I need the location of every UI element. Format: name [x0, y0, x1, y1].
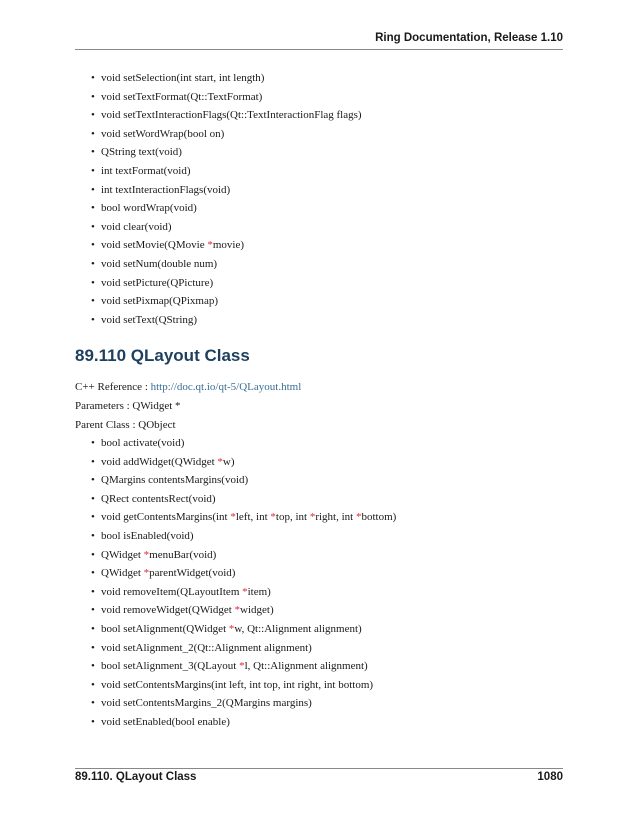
- list-item-text: void setTextFormat(Qt::TextFormat): [101, 90, 263, 103]
- bullet-icon: •: [91, 678, 95, 691]
- pointer-star: *: [270, 511, 276, 524]
- bullet-icon: •: [91, 660, 95, 673]
- parent-class-line: Parent Class : QObject: [75, 418, 176, 431]
- bullet-icon: •: [91, 530, 95, 543]
- list-item-text: void setNum(double num): [101, 257, 218, 270]
- list-item-text: void clear(void): [101, 220, 172, 233]
- bullet-icon: •: [91, 641, 95, 654]
- page-footer: [75, 771, 563, 783]
- list-item-text: QString text(void): [101, 146, 182, 159]
- section-heading: 89.110 QLayout Class: [75, 346, 250, 366]
- cpp-reference-label: C++ Reference :: [75, 381, 151, 394]
- list-item-text: void removeItem(QLayoutItem: [101, 585, 243, 598]
- list-item-text: QWidget: [101, 567, 144, 580]
- list-item: [75, 455, 565, 474]
- list-item-text: bool setAlignment(QWidget: [101, 623, 229, 636]
- list-item-text: void setAlignment_2(Qt::Alignment alignment): [101, 641, 312, 654]
- bullet-icon: •: [91, 455, 95, 468]
- bullet-icon: •: [91, 511, 95, 524]
- list-item: [75, 108, 565, 127]
- list-item-text: widget): [240, 604, 274, 617]
- pointer-star: *: [309, 511, 316, 524]
- list-item-text: void setTextInteractionFlags(Qt::TextInteractionFlag flags): [101, 109, 362, 122]
- list-item: [75, 220, 565, 239]
- list-item: [75, 238, 565, 257]
- list-item: [75, 71, 565, 90]
- bullet-icon: •: [91, 623, 95, 636]
- list-item: [75, 436, 565, 455]
- bullet-icon: •: [91, 109, 95, 122]
- document-body: [75, 71, 565, 734]
- pointer-star: *: [234, 604, 241, 617]
- list-item-text: void setWordWrap(bool on): [101, 127, 225, 140]
- list-item: [75, 641, 565, 660]
- list-item: [75, 492, 565, 511]
- list-item-text: w): [222, 455, 235, 468]
- list-item: [75, 585, 565, 604]
- list-item-text: void setContentsMargins_2(QMargins margins): [101, 697, 312, 710]
- list-item-text: QMargins contentsMargins(void): [101, 474, 249, 487]
- list-item: [75, 696, 565, 715]
- list-item-text: void setPicture(QPicture): [101, 276, 214, 289]
- list-item: [75, 313, 565, 332]
- list-item-text: void setContentsMargins(int left, int top, int right, int bottom): [101, 678, 374, 691]
- list-item: [75, 529, 565, 548]
- pointer-star: *: [239, 660, 245, 673]
- list-item-text: QWidget: [101, 548, 144, 561]
- bullet-icon: •: [91, 716, 95, 728]
- bullet-icon: •: [91, 437, 95, 450]
- pointer-star: *: [207, 239, 213, 252]
- list-item-text: int textInteractionFlags(void): [101, 183, 231, 196]
- list-item: [75, 603, 565, 622]
- bullet-icon: •: [91, 72, 95, 84]
- list-item-text: int textFormat(void): [101, 164, 191, 177]
- method-list-qlabel: [75, 71, 565, 331]
- list-item-text: top, int: [275, 511, 310, 524]
- pointer-star: *: [143, 567, 150, 580]
- pointer-star: *: [355, 511, 362, 524]
- list-item-text: menuBar(void): [149, 548, 217, 561]
- list-item-text: left, int: [235, 511, 271, 524]
- list-item-text: w, Qt::Alignment alignment): [234, 623, 362, 636]
- pointer-star: *: [228, 623, 235, 636]
- list-item: [75, 127, 565, 146]
- footer-divider: [75, 768, 563, 769]
- method-list-qlayout: [75, 436, 565, 734]
- list-item: [75, 566, 565, 585]
- pointer-star: *: [217, 455, 223, 468]
- list-item-text: void setPixmap(QPixmap): [101, 295, 219, 308]
- cpp-reference: [75, 380, 565, 399]
- list-item-text: bool isEnabled(void): [101, 530, 194, 543]
- list-item: [75, 183, 565, 202]
- list-item: [75, 257, 565, 276]
- bullet-icon: •: [91, 183, 95, 196]
- list-item: [75, 678, 565, 697]
- pointer-star: *: [242, 585, 248, 598]
- list-item: [75, 548, 565, 567]
- list-item-text: bool wordWrap(void): [101, 202, 197, 215]
- list-item-text: void setText(QString): [101, 313, 198, 326]
- bullet-icon: •: [91, 220, 95, 233]
- list-item-text: QRect contentsRect(void): [101, 492, 216, 505]
- bullet-icon: •: [91, 492, 95, 505]
- bullet-icon: •: [91, 127, 95, 140]
- pointer-star: *: [230, 511, 236, 524]
- page-number: 1080: [537, 771, 563, 783]
- page-header: Ring Documentation, Release 1.10: [375, 32, 563, 44]
- list-item-text: bottom): [361, 511, 397, 524]
- bullet-icon: •: [91, 585, 95, 598]
- list-item: [75, 659, 565, 678]
- bullet-icon: •: [91, 90, 95, 103]
- bullet-icon: •: [91, 164, 95, 177]
- list-item: [75, 164, 565, 183]
- cpp-reference-link[interactable]: http://doc.qt.io/qt-5/QLayout.html: [150, 381, 302, 394]
- pointer-star: *: [143, 548, 150, 561]
- list-item: [75, 510, 565, 529]
- list-item-text: parentWidget(void): [149, 567, 236, 580]
- bullet-icon: •: [91, 567, 95, 580]
- list-item-text: item): [247, 585, 271, 598]
- list-item-text: void removeWidget(QWidget: [101, 604, 235, 617]
- list-item-text: void addWidget(QWidget: [101, 455, 218, 468]
- footer-section: 89.110. QLayout Class: [75, 771, 197, 783]
- list-item-text: bool activate(void): [101, 437, 185, 450]
- bullet-icon: •: [91, 548, 95, 561]
- list-item-text: void setSelection(int start, int length): [101, 72, 265, 84]
- bullet-icon: •: [91, 295, 95, 308]
- bullet-icon: •: [91, 474, 95, 487]
- list-item: [75, 276, 565, 295]
- bullet-icon: •: [91, 276, 95, 289]
- bullet-icon: •: [91, 257, 95, 270]
- list-item-text: l, Qt::Alignment alignment): [244, 660, 368, 673]
- list-item-text: right, int: [315, 511, 356, 524]
- list-item: [75, 622, 565, 641]
- list-item: [75, 715, 565, 734]
- list-item-text: void setMovie(QMovie: [101, 239, 208, 252]
- bullet-icon: •: [91, 239, 95, 252]
- list-item: [75, 294, 565, 313]
- list-item-text: void getContentsMargins(int: [101, 511, 231, 524]
- list-item: [75, 90, 565, 109]
- list-item: [75, 145, 565, 164]
- list-item-text: void setEnabled(bool enable): [101, 716, 230, 728]
- list-item-text: movie): [212, 239, 244, 252]
- parameters-line: Parameters : QWidget *: [75, 399, 181, 412]
- bullet-icon: •: [91, 202, 95, 215]
- list-item: [75, 473, 565, 492]
- bullet-icon: •: [91, 146, 95, 159]
- header-divider: [75, 49, 563, 50]
- list-item-text: bool setAlignment_3(QLayout: [101, 660, 240, 673]
- bullet-icon: •: [91, 604, 95, 617]
- bullet-icon: •: [91, 697, 95, 710]
- list-item: [75, 201, 565, 220]
- bullet-icon: •: [91, 313, 95, 326]
